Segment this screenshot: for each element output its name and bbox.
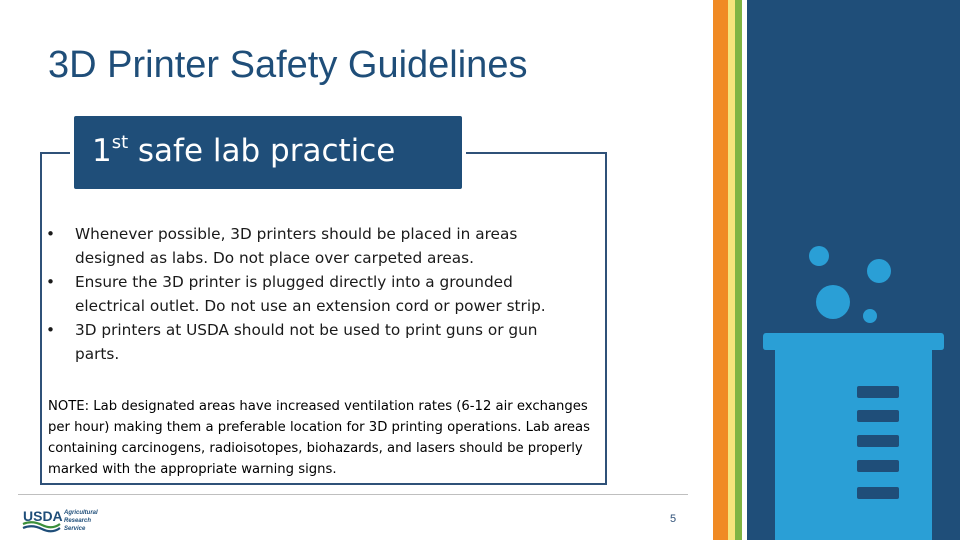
badge-ordinal: 1 <box>92 133 112 169</box>
bullet-text: Whenever possible, 3D printers should be placed in areas designed as labs. Do not place over carpeted areas. <box>75 225 518 267</box>
bullet-text: 3D printers at USDA should not be used to print guns or gun parts. <box>75 321 538 363</box>
accent-stripe-orange <box>713 0 728 540</box>
badge-label: safe lab practice <box>137 133 396 169</box>
bullet-marker: • <box>46 321 56 339</box>
usda-wordmark: USDA <box>23 508 63 524</box>
note-paragraph: NOTE: Lab designated areas have increased ventilation rates (6-12 air exchanges per hour) making them a preferable location for 3D printing operations. Lab areas containing carcinogens, radioisotopes, biohazards, and lasers should be properly marked with the appropriate warning signs. <box>48 399 590 477</box>
bullet-text: Ensure the 3D printer is plugged directly into a grounded electrical outlet. Do not use an extension cord or power strip. <box>75 273 546 315</box>
badge-superscript: st <box>111 132 134 153</box>
logo-line-1: Agricultural <box>64 510 98 516</box>
bullet-marker: • <box>46 225 56 243</box>
bullet-item <box>46 318 586 366</box>
bullet-list <box>46 222 586 366</box>
page-number: 5 <box>670 513 677 525</box>
footer-divider <box>18 494 688 495</box>
beaker-icon <box>747 0 960 540</box>
slide-title: 3D Printer Safety Guidelines <box>48 44 528 86</box>
section-badge <box>70 112 466 193</box>
bullet-item <box>46 222 586 270</box>
accent-stripe-green <box>735 0 742 540</box>
badge-heading <box>92 134 395 167</box>
accent-stripe-yellow <box>728 0 735 540</box>
logo-line-2: Research <box>64 518 92 524</box>
bullet-item <box>46 270 586 318</box>
usda-logo <box>22 506 112 534</box>
logo-line-3: Service <box>64 526 86 532</box>
bullet-marker: • <box>46 273 56 291</box>
